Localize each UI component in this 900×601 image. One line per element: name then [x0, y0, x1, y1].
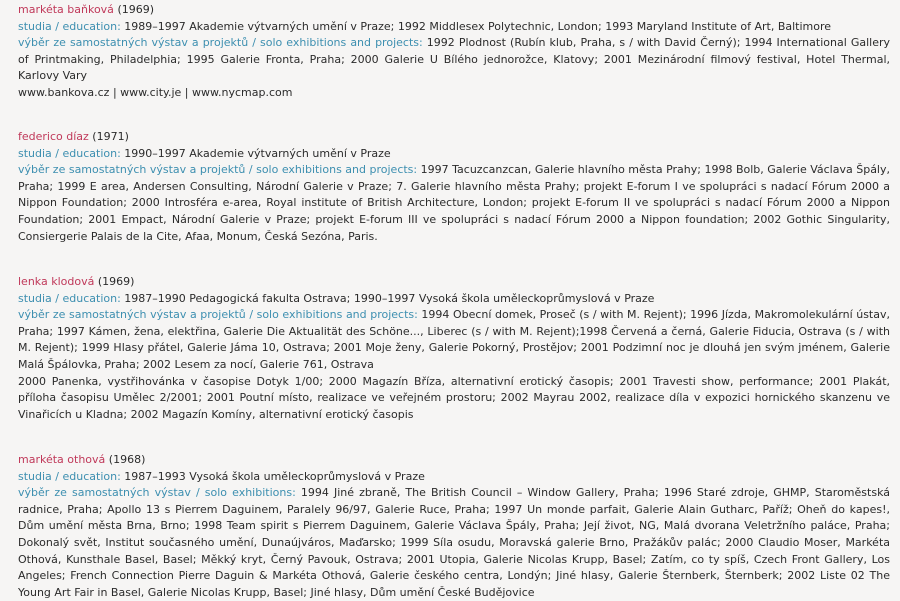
education-text: 1989–1997 Akademie výtvarných umění v Praze; 1992 Middlesex Polytechnic, London; 1993 Maryland Institute of Art, Baltimore [124, 19, 832, 33]
artist-year: (1968) [108, 453, 146, 466]
education-label: studia / education: [18, 19, 121, 33]
artist-name: markéta baňková (1969) [18, 3, 155, 16]
artist-name: markéta othová (1968) [18, 453, 146, 466]
education-text: 1990–1997 Akademie výtvarných umění v Praze [124, 146, 391, 160]
exhibitions-line [18, 307, 890, 373]
education-line [18, 291, 890, 308]
artist-name: federico díaz (1971) [18, 130, 129, 143]
exhibitions-label: výběr ze samostatných výstav / solo exhibitions: [18, 486, 296, 500]
exhibitions-line [18, 35, 890, 85]
exhibitions-text: 1994 Obecní domek, Proseč (s / with M. Rejent); 1996 Jízda, Makromolekulární ústav, Praha; 1997 Kámen, žena, elektřina, Galerie Die Aktualität des Schöne..., Liberec (s / with M. Rejent);1998 Červená a černá, Galerie Fiducia, Ostrava (s / with M. Rejent); 1999 Hlasy přátel, Galerie Jáma 10, Ostrava; 2001 Moje ženy, Galerie Pokorný, Prostějov; 2001 Podzimní noc je dlouhá jen svým jménem, Galerie Malá Špálovka, Praha; 2002 Lesem za nocí, Galerie 761, Ostrava [18, 308, 890, 371]
bio-entry-othova [18, 452, 890, 601]
education-label: studia / education: [18, 146, 121, 160]
education-text: 1987–1993 Vysoká škola uměleckoprůmyslová v Praze [124, 469, 425, 483]
education-line [18, 146, 890, 163]
artist-year: (1969) [117, 3, 155, 16]
exhibitions-text: 1997 Tacuzcanzcan, Galerie hlavního města Prahy; 1998 Bolb, Galerie Václava Špály, Praha; 1999 E area, Andersen Consulting, Národní Galerie v Praze; 7. Galerie hlavního města Prahy; projekt E-forum I ve spolupráci s nadací Fórum 2000 a Nippon Foundation; 2000 Introsféra e-area, Royal institute of British Architecture, London; projekt E-forum II ve spolupráci s nadací Fórum 2000 a Nippon Foundation; 2001 Empact, Národní Galerie v Praze; projekt E-forum III ve spolupráci s nadací Fórum 2000 a Nippon foundation; 2002 Gothic Singularity, Consiergerie Palais de la Cite, Afaa, Monum, Česká Sezóna, Paris. [18, 163, 890, 243]
education-label: studia / education: [18, 469, 121, 483]
projects-line: 2000 Panenka, vystřihovánka v časopise Dotyk 1/00; 2000 Magazín Bříza, alternativní erotický časopis; 2001 Travesti show, performance; 2001 Plakát, příloha časopisu Umělec 2/2001; 2001 Poutní místo, realizace ve veřejném prostoru; 2002 Mayrau 2002, realizace díla v expozici hornického skanzenu ve Vinařicích u Kladna; 2002 Magazín Komíny, alternativní erotický časopis [18, 374, 890, 421]
exhibitions-text: 1992 Plodnost (Rubín klub, Praha, s / with David Černý); 1994 International Gallery of Printmaking, Philadelphia; 1995 Galerie Fronta, Praha; 2000 Galerie U Bílého jednorožce, Klatovy; 2001 Mezinárodní filmový festival, Hotel Thermal, Karlovy Vary [18, 36, 891, 83]
education-line [18, 469, 890, 486]
exhibitions-text: 1994 Jiné zbraně, The British Council – Window Gallery, Praha; 1996 Staré zdroje, GHMP, Staroměstská radnice, Praha; Apollo 13 s Pierrem Daguinem, Paralely 96/97, Galerie Ruce, Praha; 1997 Un monde parfait, Galerie Alain Gutharc, Paříž; Oheň do kapes!, Dům umění města Brna, Brno; 1998 Team spirit s Pierrem Daguinem, Galerie Václava Špály, Praha; Její život, NG, Malá dvorana Veletržního paláce, Praha; Dokonalý svět, Institut současného umění, Dunaújváros, Maďarsko; 1999 Síla osudu, Moravská galerie Brno, Pražákův palác; 2000 Claudio Moser, Markéta Othová, Kunsthale Basel, Basel; Měkký kryt, Černý Pavouk, Ostrava; 2001 Utopia, Galerie Nicolas Krupp, Basel; Zatím, co ty spíš, Czech Front Gallery, Los Angeles; French Connection Pierre Daguin & Markéta Othová, Galerie českého centra, Londýn; Jiné hlasy, Galerie Šternberk, Šternberk; 2002 Liste 02 The Young Art Fair in Basel, Galerie Nicolas Krupp, Basel; Jiné hlasy, Dům umění České Budějovice [18, 486, 890, 599]
exhibitions-line [18, 485, 890, 601]
exhibitions-label: výběr ze samostatných výstav a projektů / solo exhibitions and projects: [18, 163, 418, 177]
artist-year: (1969) [97, 275, 135, 288]
artist-name: lenka klodová (1969) [18, 275, 135, 288]
education-text: 1987–1990 Pedagogická fakulta Ostrava; 1990–1997 Vysoká škola uměleckoprůmyslová v Praze [124, 291, 655, 305]
website-links[interactable]: www.bankova.cz | www.city.je | www.nycmap.com [18, 85, 293, 99]
bio-entry-bankova [18, 2, 890, 102]
education-label: studia / education: [18, 291, 121, 305]
education-line [18, 19, 890, 36]
bio-entry-klodova [18, 274, 890, 423]
exhibitions-label: výběr ze samostatných výstav a projektů / solo exhibitions and projects: [18, 36, 423, 50]
artist-year: (1971) [92, 130, 129, 143]
bio-entry-diaz [18, 129, 890, 245]
exhibitions-line [18, 162, 890, 245]
exhibitions-label: výběr ze samostatných výstav a projektů / solo exhibitions and projects: [18, 308, 418, 322]
